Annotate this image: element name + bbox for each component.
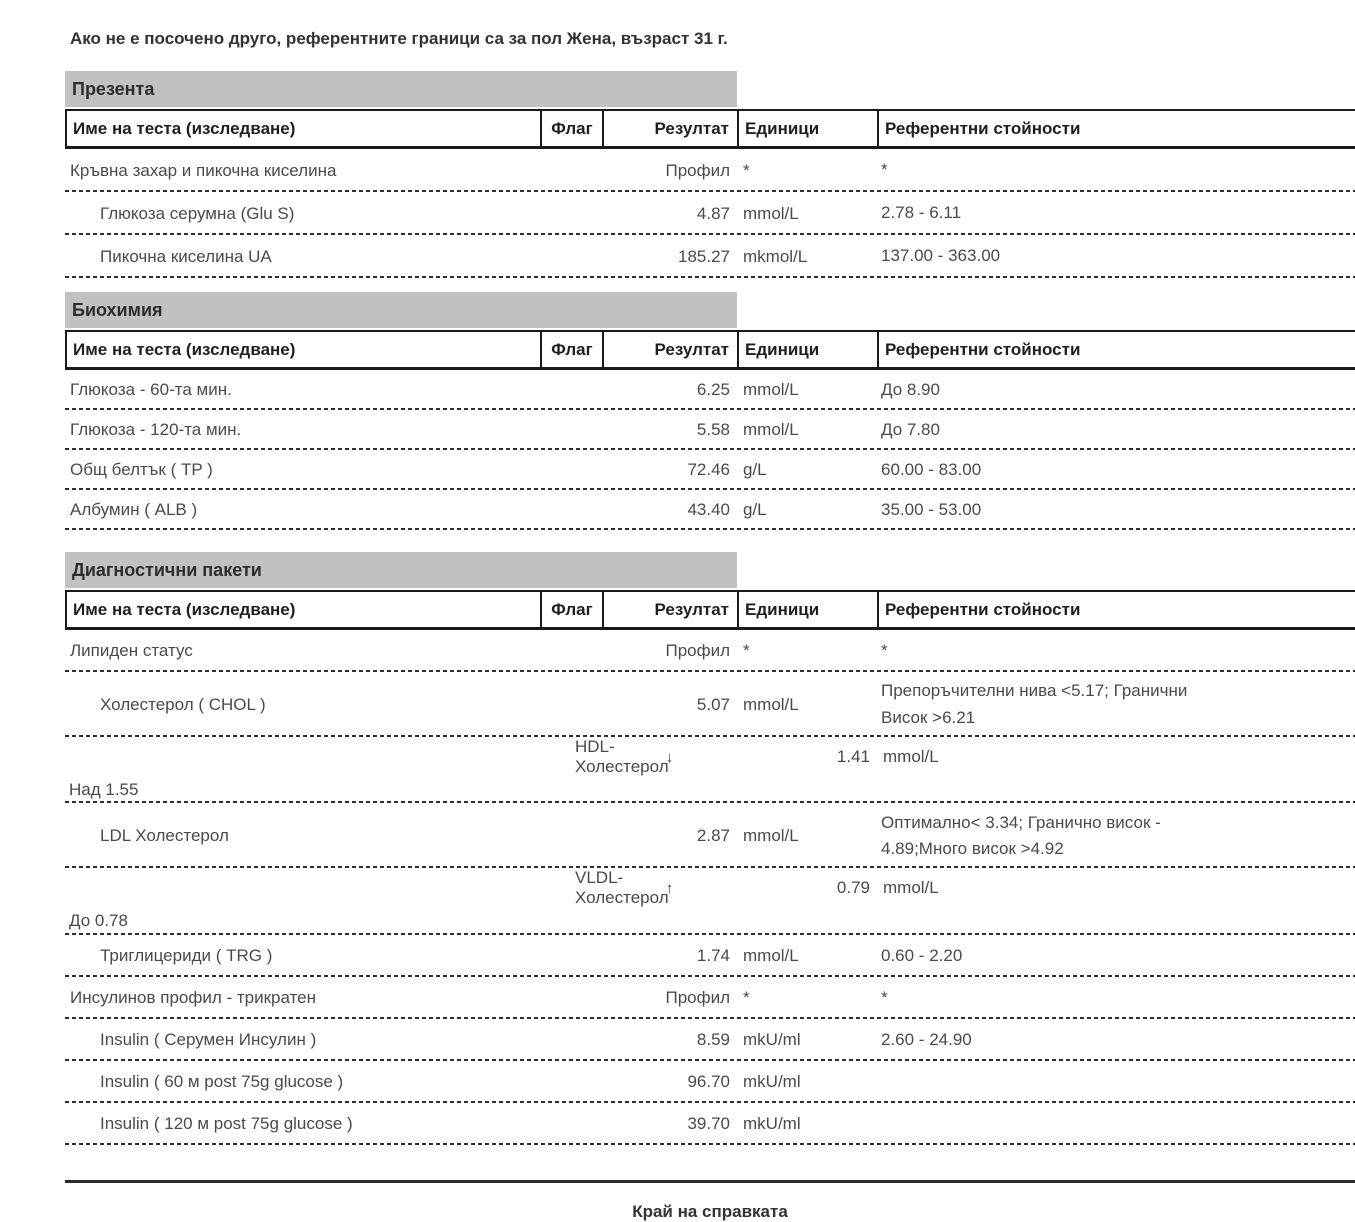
table-row [65,1061,1355,1103]
report-section [65,71,1355,278]
report-document [65,0,1355,1222]
column-header-flag: Флаг [542,111,604,146]
column-header-units: Единици [739,332,879,367]
test-name: Insulin ( Серумен Инсулин ) [100,1029,317,1049]
table-row [65,450,1355,490]
column-header-result: Резултат [604,592,739,627]
units-value: mmol/L [883,747,939,766]
end-divider [65,1180,1355,1183]
test-name: Кръвна захар и пикочна киселина [70,160,337,180]
column-header-units: Единици [739,592,879,627]
reference-value [877,985,1355,1011]
units-value: g/L [743,500,767,519]
test-name: Албумин ( ALB ) [70,500,198,519]
reference-line: Оптимално< 3.34; Гранично висок - [881,812,1161,832]
table-row [65,149,1355,192]
reference-line: Препоръчителни нива <5.17; Гранични [881,681,1188,701]
reference-value [877,678,1355,731]
table-row [65,370,1355,410]
end-of-report-label: Край на справката [632,1201,788,1221]
result-value: Профил [665,160,730,180]
column-header-test-name: Име на теста (изследване) [67,332,542,367]
reference-value [877,377,1355,403]
result-value: 0.79 [836,878,870,898]
test-name: Пикочна киселина UA [100,246,272,266]
units-value: * [743,160,750,180]
reference-line: 2.78 - 6.11 [881,203,962,223]
reference-line: Над 1.55 [69,780,139,799]
reference-line: 2.60 - 24.90 [881,1029,972,1049]
result-value: 39.70 [687,1113,730,1133]
table-body [65,149,1355,278]
result-value: Профил [665,987,730,1007]
table-row [65,977,1355,1019]
result-value: 1.41 [836,747,870,766]
table-row [65,868,1355,934]
units-value: mmol/L [883,878,939,898]
units-value: * [743,987,750,1007]
reference-line: 35.00 - 53.00 [881,499,982,519]
arrow-up-icon: ↑ [665,879,674,897]
table-row [65,235,1355,278]
report-section [65,292,1355,530]
result-value: 72.46 [687,460,730,479]
test-name: Липиден статус [70,641,193,660]
arrow-down-icon: ↓ [665,748,674,766]
reference-note: Ако не е посочено друго, референтните граници са за пол Жена, възраст 31 г. [70,29,728,48]
units-value: mmol/L [743,945,799,965]
test-name: Общ белтък ( TP ) [70,460,213,479]
units-value: mmol/L [743,420,799,439]
test-name: Глюкоза серумна (Glu S) [100,203,295,223]
section-title: Биохимия [65,292,737,328]
result-value: 2.87 [696,825,730,845]
section-title: Презента [65,71,737,107]
reference-line: 60.00 - 83.00 [881,459,982,479]
test-name: Триглицериди ( TRG ) [100,945,273,965]
reference-value [877,810,1355,863]
table-header-row [65,330,1355,370]
table-header-row [65,590,1355,630]
sections-container [65,71,1355,1145]
reference-value [877,417,1355,443]
units-value: * [743,641,750,660]
table-body [65,370,1355,530]
units-value: mkmol/L [743,246,808,266]
table-row [65,1103,1355,1145]
result-value: 43.40 [687,500,730,519]
units-value: mkU/ml [743,1071,801,1091]
test-name: Insulin ( 120 м post 75g glucose ) [100,1113,353,1133]
table-body [65,630,1355,1145]
table-header-row [65,109,1355,149]
table-row [65,490,1355,530]
result-value: 185.27 [678,246,730,266]
table-row [65,1019,1355,1061]
result-value: 5.58 [696,420,730,439]
reference-line: До 0.78 [69,911,128,931]
reference-value [877,1027,1355,1053]
reference-value [877,243,1355,269]
units-value: mmol/L [743,380,799,399]
reference-line: * [881,160,888,180]
reference-value [877,497,1355,523]
result-value: 5.07 [696,694,730,714]
reference-line: До 7.80 [881,419,940,439]
reference-line: 0.60 - 2.20 [881,945,963,965]
test-name: Холестерол ( CHOL ) [100,694,266,714]
column-header-result: Резултат [604,111,739,146]
units-value: mmol/L [743,203,799,223]
test-name: VLDL-Холестерол [575,868,669,908]
column-header-reference: Референтни стойности [885,118,1081,138]
reference-line: Висок >6.21 [881,707,976,727]
result-value: 4.87 [696,203,730,223]
reference-value [65,777,540,803]
units-value: g/L [743,460,767,479]
reference-value [877,638,1355,664]
column-header-flag: Флаг [542,332,604,367]
units-value: mmol/L [743,694,799,714]
test-name: Insulin ( 60 м post 75g glucose ) [100,1071,344,1091]
reference-value [877,943,1355,969]
reference-line: 137.00 - 363.00 [881,246,1001,266]
table-row [65,410,1355,450]
reference-line: До 8.90 [881,379,940,399]
table-row [65,935,1355,977]
test-name: Глюкоза - 120-та мин. [70,420,242,439]
table-row [65,737,1355,803]
reference-line: 4.89;Много висок >4.92 [881,838,1064,858]
result-value: 1.74 [696,945,730,965]
reference-value [877,200,1355,226]
result-value: 8.59 [696,1029,730,1049]
table-row [65,192,1355,235]
test-name: HDL-Холестерол [575,737,669,776]
units-value: mmol/L [743,825,799,845]
result-value: Профил [665,641,730,660]
result-value: 6.25 [696,380,730,399]
column-header-reference: Референтни стойности [885,599,1081,619]
test-name: Инсулинов профил - трикратен [70,987,317,1007]
table-row [65,630,1355,672]
column-header-test-name: Име на теста (изследване) [67,111,542,146]
reference-line: * [881,987,888,1007]
column-header-units: Единици [739,111,879,146]
table-row [65,672,1355,737]
section-title: Диагностични пакети [65,552,737,588]
units-value: mkU/ml [743,1113,801,1133]
column-header-result: Резултат [604,332,739,367]
result-value: 96.70 [687,1071,730,1091]
column-header-test-name: Име на теста (изследване) [67,592,542,627]
report-section [65,552,1355,1145]
reference-value [65,908,540,934]
column-header-flag: Флаг [542,592,604,627]
column-header-reference: Референтни стойности [885,339,1081,359]
reference-line: * [881,640,888,660]
reference-value [877,457,1355,483]
reference-value [877,157,1355,183]
test-name: LDL Холестерол [100,825,229,845]
units-value: mkU/ml [743,1029,801,1049]
test-name: Глюкоза - 60-та мин. [70,380,232,399]
table-row [65,803,1355,868]
